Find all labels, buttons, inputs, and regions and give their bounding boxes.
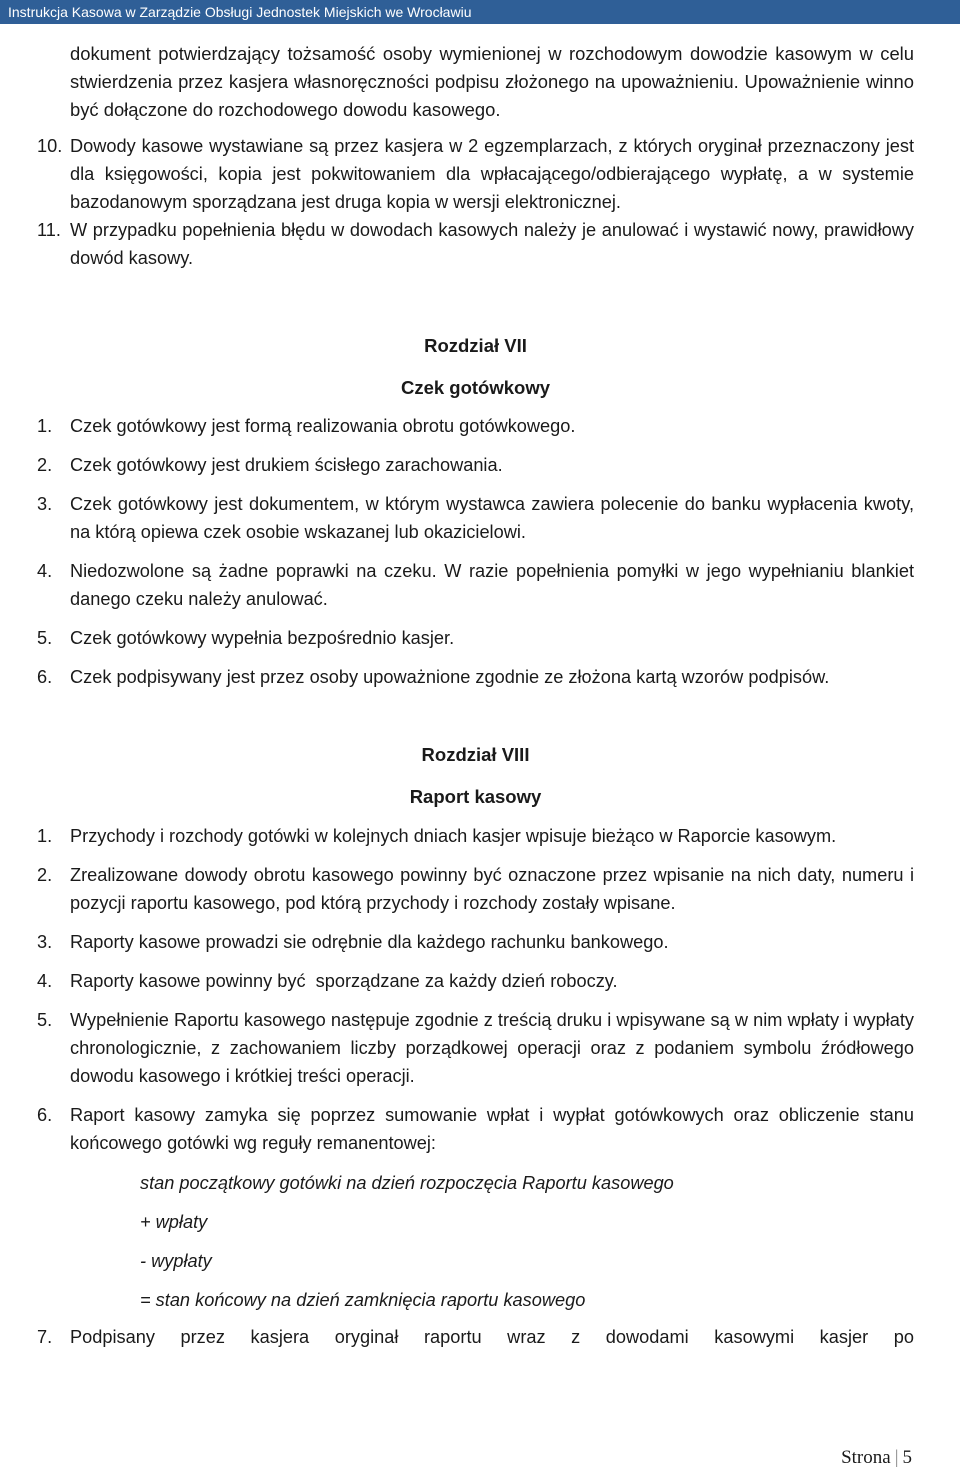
list-item-text: Niedozwolone są żadne poprawki na czeku. W razie popełnienia pomyłki w jego wypełnianiu blankiet danego czeku należy anulować. (70, 561, 914, 609)
list-item-number: 4. (37, 561, 53, 581)
continuation-paragraph: dokument potwierdzający tożsamość osoby wymienionej w rozchodowym dowodzie kasowym w celu stwierdzenia przez kasjera własnoręczności podpisu złożonego na upoważnieniu. Upoważnienie winno być dołączone do rozchodowego dowodu kasowego. (70, 43, 914, 120)
list-item (37, 412, 914, 440)
list-item-number: 3. (37, 494, 53, 514)
chapter-title: Rozdział VII (424, 335, 527, 356)
remanent-formula (37, 1171, 914, 1312)
list-item-text: Czek gotówkowy wypełnia bezpośrednio kasjer. (70, 628, 455, 648)
page-footer (841, 1447, 912, 1469)
list-item-number: 3. (37, 932, 53, 952)
list-item-text: Czek gotówkowy jest dokumentem, w którym wystawca zawiera polecenie do banku wypłacenia kwoty, na którą opiewa czek osobie wskazanej lub okazicielowi. (70, 494, 914, 542)
list-item-number: 6. (37, 1105, 53, 1125)
list-item-number: 6. (37, 667, 53, 687)
list-item-text: Wypełnienie Raportu kasowego następuje zgodnie z treścią druku i wpisywane są w nim wpłaty i wypłaty chronologicznie, z zachowaniem liczby porządkowej operacji oraz z podaniem symbolu źródłowego dowodu kasowego i krótkiej treści operacji. (70, 1010, 914, 1086)
chapter-subtitle: Raport kasowy (409, 786, 542, 807)
list-item-text: Raporty kasowe prowadzi sie odrębnie dla każdego rachunku bankowego. (70, 932, 669, 952)
page-content (37, 40, 914, 1351)
chapter-subtitle: Czek gotówkowy (400, 377, 551, 398)
list-item (37, 1101, 914, 1157)
list-item (37, 663, 914, 691)
formula-line: stan początkowy gotówki na dzień rozpoczęcia Raportu kasowego (140, 1173, 674, 1193)
header-title: Instrukcja Kasowa w Zarządzie Obsługi Jednostek Miejskich we Wrocławiu (8, 4, 472, 20)
list-item-number: 7. (37, 1327, 53, 1347)
list-item (37, 822, 914, 850)
list-item (37, 132, 914, 216)
formula-line: = stan końcowy na dzień zamknięcia raportu kasowego (140, 1290, 586, 1310)
list-item-number: 1. (37, 416, 53, 436)
list-item-text: Dowody kasowe wystawiane są przez kasjera w 2 egzemplarzach, z których oryginał przeznaczony jest dla księgowości, kopia jest pokwitowaniem dla wpłacającego/odbierającego wypłatę, a w systemie bazodanowym sporządzana jest druga kopia w wersji elektronicznej. (70, 136, 914, 212)
list-item-number: 2. (37, 455, 53, 475)
formula-line: - wypłaty (140, 1251, 212, 1271)
list-item (37, 490, 914, 546)
list-item-number: 2. (37, 865, 53, 885)
page-number: 5 (902, 1447, 912, 1468)
chapter-title: Rozdział VIII (421, 744, 530, 765)
list-item (37, 624, 914, 652)
list-item-number: 10. (37, 136, 63, 156)
list-item-text: Czek gotówkowy jest drukiem ścisłego zarachowania. (70, 455, 503, 475)
list-item-text: Przychody i rozchody gotówki w kolejnych dniach kasjer wpisuje bieżąco w Raporcie kasowym. (70, 826, 837, 846)
list-item-text: Czek podpisywany jest przez osoby upoważnione zgodnie ze złożona kartą wzorów podpisów. (70, 667, 830, 687)
list-item-number: 1. (37, 826, 53, 846)
list-item (37, 216, 914, 272)
list-item-text: Czek gotówkowy jest formą realizowania obrotu gotówkowego. (70, 416, 576, 436)
footer-separator: | (894, 1447, 899, 1468)
formula-line: + wpłaty (140, 1212, 208, 1232)
list-item-number: 4. (37, 971, 53, 991)
list-item (37, 1323, 914, 1351)
list-item-number: 11. (37, 220, 61, 240)
list-item (37, 557, 914, 613)
list-item-text: Podpisany przez kasjera oryginał raportu wraz z dowodami kasowymi kasjer po (70, 1327, 914, 1347)
list-item-text: Raporty kasowe powinny być sporządzane za każdy dzień roboczy. (70, 971, 618, 991)
list-item (37, 1006, 914, 1090)
page-label: Strona (841, 1447, 891, 1468)
list-item-text: Zrealizowane dowody obrotu kasowego powinny być oznaczone przez wpisanie na nich daty, numeru i pozycji raportu kasowego, pod którą przychody i rozchody zostały wpisane. (70, 865, 914, 913)
list-item (37, 451, 914, 479)
list-item (37, 928, 914, 956)
list-item-text: W przypadku popełnienia błędu w dowodach kasowych należy je anulować i wystawić nowy, prawidłowy dowód kasowy. (70, 220, 914, 268)
document-header (0, 0, 960, 24)
list-item (37, 861, 914, 917)
list-item-number: 5. (37, 628, 53, 648)
list-item-text: Raport kasowy zamyka się poprzez sumowanie wpłat i wypłat gotówkowych oraz obliczenie stanu końcowego gotówki wg reguły remanentowej: (70, 1105, 914, 1153)
list-item-number: 5. (37, 1010, 53, 1030)
list-item (37, 967, 914, 995)
